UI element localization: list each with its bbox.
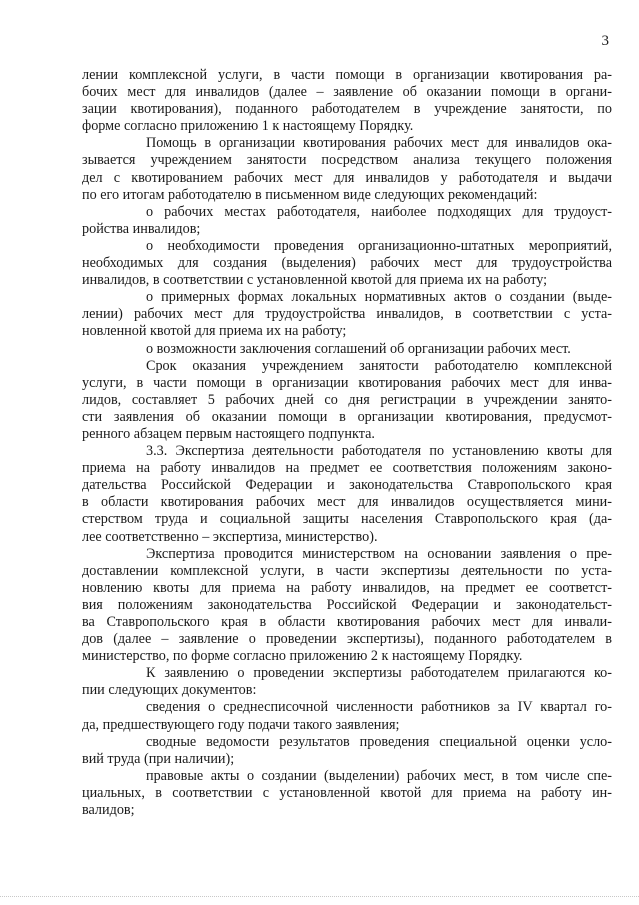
text-line: пии следующих документов: <box>82 682 257 699</box>
text-line: зации квотирования), поданного работодателем в учреждение занятости, по <box>82 101 612 118</box>
text-line: ренного абзацем первым настоящего подпункта. <box>82 425 375 442</box>
text-line: Помощь в организации квотирования рабочих мест для инвалидов ока- <box>146 135 612 152</box>
text-line: инвалидов, в соответствии с установленной квотой для приема их на работу; <box>82 272 548 289</box>
text-line: о примерных формах локальных нормативных актов о создании (выде- <box>146 289 612 306</box>
text-line: о возможности заключения соглашений об организации рабочих мест. <box>146 340 571 357</box>
text-line: стерством труда и социальной защиты населения Ставропольского края (да- <box>82 511 612 528</box>
document-body <box>82 67 612 819</box>
text-line: услуги, в части помощи в организации квотирования рабочих мест для инва- <box>82 374 612 391</box>
text-line: К заявлению о проведении экспертизы работодателем прилагаются ко- <box>146 665 612 682</box>
text-line: 3.3. Экспертиза деятельности работодателя по установлению квоты для <box>146 443 612 460</box>
text-line: министерство, по форме согласно приложению 2 к настоящему Порядку. <box>82 648 523 665</box>
text-line: необходимых для создания (выделения) рабочих мест для трудоустройства <box>82 255 612 272</box>
scan-edge-divider <box>0 896 639 897</box>
text-line: лении) рабочих мест для трудоустройства инвалидов, в соответствии с уста- <box>82 306 612 323</box>
text-line: Экспертиза проводится министерством на основании заявления о пре- <box>146 545 612 562</box>
text-line: сводные ведомости результатов проведения специальной оценки усло- <box>146 733 612 750</box>
text-line: о необходимости проведения организационно-штатных мероприятий, <box>146 237 612 254</box>
text-line: вия положениям законодательства Российской Федерации и законодательст- <box>82 596 612 613</box>
text-line: вий труда (при наличии); <box>82 750 235 767</box>
text-line: форме согласно приложению 1 к настоящему Порядку. <box>82 118 414 135</box>
text-line: дел с квотированием рабочих мест для инвалидов у работодателя и выдачи <box>82 169 612 186</box>
text-line: лидов, составляет 5 рабочих дней со дня регистрации в учреждении занято- <box>82 391 612 408</box>
text-line: приема на работу инвалидов на предмет ее соответствия положениям законо- <box>82 460 612 477</box>
text-line: лее соответственно – экспертиза, министерство). <box>82 528 378 545</box>
text-line: ва Ставропольского края в области квотирования рабочих мест для инвали- <box>82 614 612 630</box>
text-line: валидов; <box>82 802 135 819</box>
text-line: лении комплексной услуги, в части помощи в организации квотирования ра- <box>82 67 612 83</box>
text-line: дов (далее – заявление о проведении экспертизы), поданного работодателем в <box>82 631 612 648</box>
text-line: о рабочих местах работодателя, наиболее подходящих для трудоуст- <box>146 203 612 220</box>
text-line: по его итогам работодателю в письменном виде следующих рекомендаций: <box>82 186 538 203</box>
text-line: доставлении комплексной услуги, в части экспертизы деятельности по уста- <box>82 562 612 579</box>
text-line: сведения о среднесписочной численности работников за IV квартал го- <box>146 699 612 716</box>
text-line: сти заявления об оказании помощи в организации квотирования, предусмот- <box>82 408 612 425</box>
text-line: Срок оказания учреждением занятости работодателю комплексной <box>146 357 612 374</box>
text-line: зывается учреждением занятости посредством анализа текущего положения <box>82 152 612 169</box>
text-line: новленной квотой для приема их на работу; <box>82 323 347 340</box>
text-line: дательства Российской Федерации и законодательства Ставропольского края <box>82 477 612 494</box>
text-line: бочих мест для инвалидов (далее – заявление об оказании помощи в органи- <box>82 84 612 101</box>
text-line: да, предшествующего году подачи такого заявления; <box>82 716 400 733</box>
text-line: правовые акты о создании (выделении) рабочих мест, в том числе спе- <box>146 767 612 784</box>
text-line: ройства инвалидов; <box>82 220 201 237</box>
text-line: циальных, в соответствии с установленной квотой для приема на работу ин- <box>82 784 612 801</box>
text-line: новлению квоты для приема на работу инвалидов, на предмет ее соответст- <box>82 579 612 596</box>
text-line: в области квотирования рабочих мест для инвалидов осуществляется мини- <box>82 494 612 511</box>
page-number: 3 <box>601 33 609 49</box>
